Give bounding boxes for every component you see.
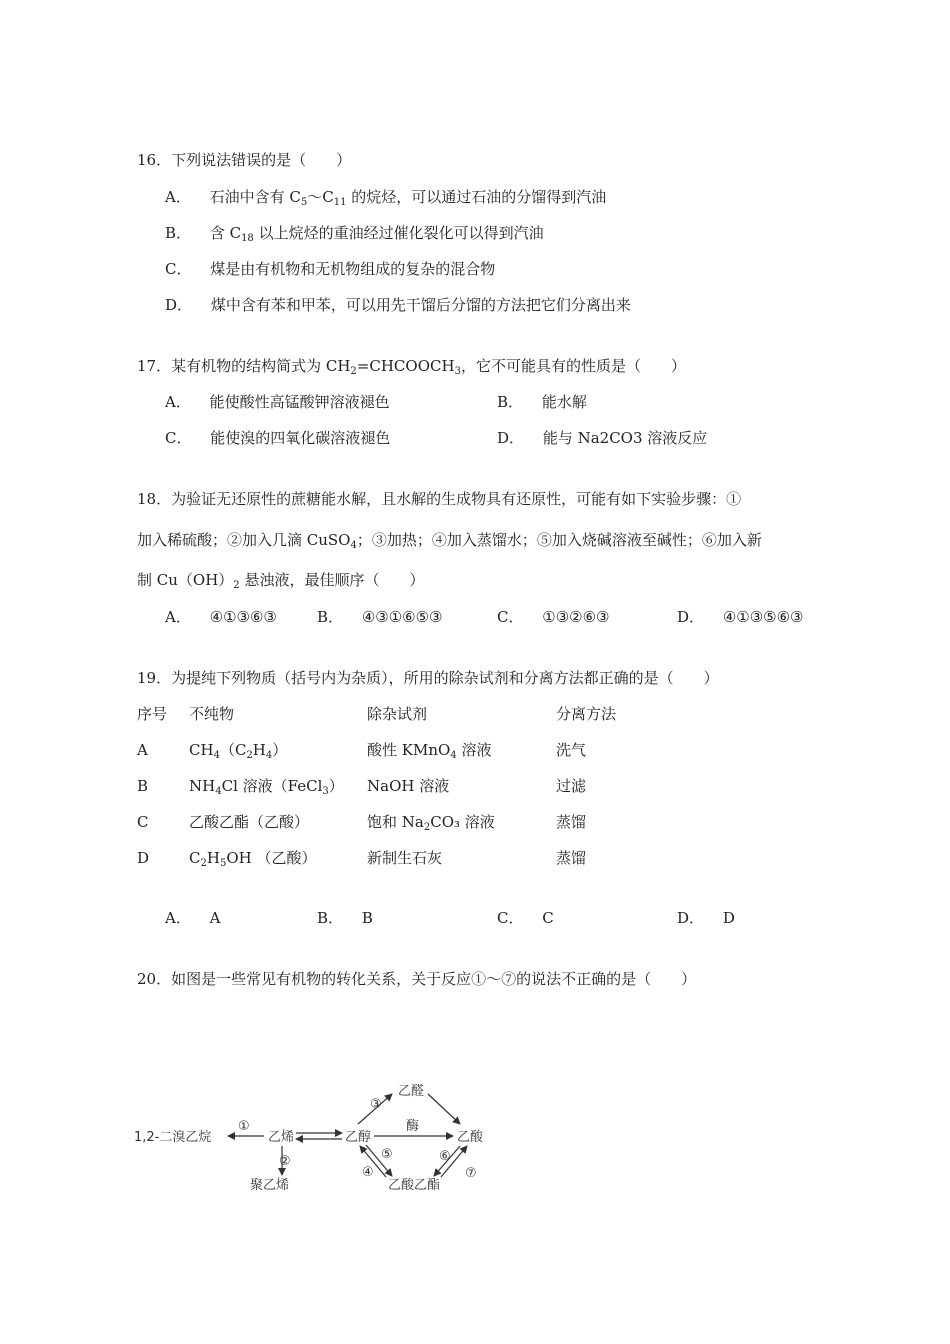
- q19-option-d[interactable]: D． D: [677, 909, 735, 927]
- table-cell-id: C: [137, 813, 149, 831]
- q16-option-a[interactable]: A． 石油中含有 $C_5\sim C_{11}$ 的烷烃，可以通过石油的分馏得到汽油: [165, 188, 607, 208]
- table-cell-reagent: 新制生石灰: [367, 849, 443, 867]
- q17-option-a[interactable]: A． 能使酸性高锰酸钾溶液褪色: [165, 393, 390, 411]
- node-dibromoethane: 1,2-二溴乙烷: [134, 1130, 212, 1145]
- q19-option-b[interactable]: B． B: [317, 909, 373, 927]
- label-reaction-3: ③: [370, 1097, 382, 1112]
- node-ethyl-acetate: 乙酸乙酯: [388, 1178, 441, 1193]
- q17-option-c[interactable]: C． 能使溴的四氧化碳溶液褪色: [165, 429, 391, 447]
- table-header-reagent: 除杂试剂: [367, 705, 428, 723]
- q17-option-d[interactable]: D． 能与 Na2CO3 溶液反应: [497, 429, 708, 447]
- q17-option-b[interactable]: B． 能水解: [497, 393, 587, 411]
- q18-option-c[interactable]: C． ①③②⑥③: [497, 608, 610, 626]
- q19-option-a[interactable]: A． A: [165, 909, 221, 927]
- q16-stem: 16．下列说法错误的是（ ）: [137, 151, 352, 169]
- table-cell-impure: $C_2H_5OH$ （乙酸）: [189, 849, 317, 869]
- label-reaction-2: ②: [279, 1154, 291, 1169]
- node-ethanol: 乙醇: [345, 1130, 372, 1145]
- node-acetaldehyde: 乙醛: [398, 1084, 425, 1099]
- table-cell-method: 蒸馏: [556, 813, 587, 831]
- table-cell-reagent: 酸性 KMnO$_4$ 溶液: [367, 741, 492, 761]
- table-cell-reagent: 饱和 $Na_2CO_3$ 溶液: [367, 813, 495, 833]
- node-polyethylene: 聚乙烯: [250, 1178, 290, 1193]
- reaction-diagram: [130, 1078, 490, 1198]
- q18-stem-line3: 制 $Cu(OH)_2$ 悬浊液，最佳顺序（ ）: [137, 571, 425, 591]
- node-acetic-acid: 乙酸: [457, 1130, 484, 1145]
- q16-option-b[interactable]: B． 含 $C_{18}$ 以上烷烃的重油经过催化裂化可以得到汽油: [165, 224, 544, 244]
- q19-stem: 19．为提纯下列物质（括号内为杂质），所用的除杂试剂和分离方法都正确的是（ ）: [137, 669, 719, 687]
- arrow-acetaldehyde-to-acetic-acid: [428, 1094, 460, 1124]
- label-reaction-1: ①: [238, 1119, 250, 1134]
- table-cell-reagent: NaOH 溶液: [367, 777, 450, 795]
- q19-option-c[interactable]: C． C: [497, 909, 554, 927]
- table-cell-impure: $CH_4(C_2H_4)$: [189, 741, 288, 761]
- q20-stem: 20．如图是一些常见有机物的转化关系，关于反应①～⑦的说法不正确的是（ ）: [137, 970, 697, 988]
- table-cell-method: 洗气: [556, 741, 587, 759]
- table-cell-id: B: [137, 777, 149, 795]
- table-cell-id: D: [137, 849, 150, 867]
- table-header-impure: 不纯物: [189, 705, 235, 723]
- table-header-method: 分离方法: [556, 705, 617, 723]
- table-header-id: 序号: [137, 705, 168, 723]
- table-cell-impure: 乙酸乙酯（乙酸）: [189, 813, 310, 831]
- q18-stem-line2: 加入稀硫酸；②加入几滴 CuSO$_4$；③加热；④加入蒸馏水；⑤加入烧碱溶液至碱性；⑥加入新: [137, 531, 762, 551]
- table-cell-id: A: [137, 741, 148, 759]
- label-reaction-5: ⑤: [381, 1147, 393, 1162]
- table-cell-method: 过滤: [556, 777, 587, 795]
- q18-stem-line1: 18．为验证无还原性的蔗糖能水解，且水解的生成物具有还原性，可能有如下实验步骤：①: [137, 490, 742, 508]
- table-cell-method: 蒸馏: [556, 849, 587, 867]
- q16-option-d[interactable]: D． 煤中含有苯和甲苯，可以用先干馏后分馏的方法把它们分离出来: [165, 296, 631, 314]
- q18-option-a[interactable]: A． ④①③⑥③: [165, 608, 277, 626]
- q18-option-b[interactable]: B． ④③①⑥⑤③: [317, 608, 443, 626]
- label-reaction-6: ⑥: [439, 1149, 451, 1164]
- node-ethylene: 乙烯: [268, 1130, 295, 1145]
- q17-stem: 17．某有机物的结构简式为 $CH_2=CHCOOCH_3$，它不可能具有的性质是（ ）: [137, 357, 686, 377]
- q16-option-c[interactable]: C． 煤是由有机物和无机物组成的复杂的混合物: [165, 260, 496, 278]
- label-enzyme: 酶: [406, 1119, 420, 1134]
- q18-option-d[interactable]: D． ④①③⑤⑥③: [677, 608, 804, 626]
- table-cell-impure: $NH_4Cl$ 溶液（FeCl$_3$）: [189, 777, 344, 797]
- label-reaction-4: ④: [362, 1165, 374, 1180]
- label-reaction-7: ⑦: [465, 1166, 477, 1181]
